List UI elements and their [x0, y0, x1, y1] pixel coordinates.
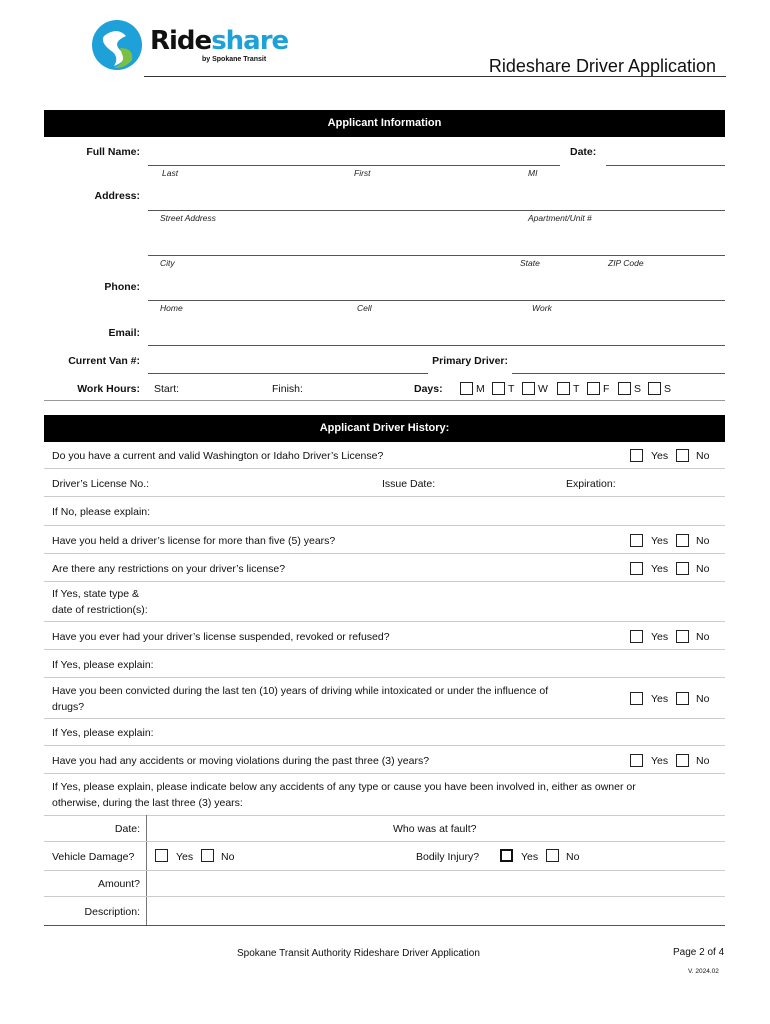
day-monday-label: M	[476, 383, 485, 395]
logo-subtitle: by Spokane Transit	[202, 56, 267, 63]
date-label: Date:	[570, 146, 597, 158]
day-thursday-checkbox[interactable]	[557, 382, 570, 395]
q6-no-checkbox[interactable]	[676, 754, 689, 767]
finish-label: Finish:	[272, 383, 303, 395]
q2-no-checkbox[interactable]	[676, 534, 689, 547]
row-divider	[44, 870, 725, 871]
vehicle-damage-no-checkbox[interactable]	[201, 849, 214, 862]
q3-yes-label: Yes	[651, 563, 669, 575]
street-address-input[interactable]	[148, 210, 725, 211]
day-thursday-label: T	[573, 383, 580, 395]
day-friday-checkbox[interactable]	[587, 382, 600, 395]
day-saturday-label: S	[634, 383, 642, 395]
day-wednesday-checkbox[interactable]	[522, 382, 535, 395]
day-friday-label: F	[603, 383, 610, 395]
q6-accidents: Have you had any accidents or moving violations during the past three (3) years?	[52, 755, 430, 767]
logo-word-share: share	[211, 26, 289, 56]
q4-yes-checkbox[interactable]	[630, 630, 643, 643]
address-label: Address:	[94, 190, 140, 202]
current-van-input[interactable]	[148, 373, 428, 374]
expiration-label: Expiration:	[566, 478, 616, 490]
day-monday-checkbox[interactable]	[460, 382, 473, 395]
row-divider	[44, 468, 725, 469]
accidents-instructions-line1: If Yes, please explain, please indicate below any accidents of any type or cause you have been involved in, either as owner or	[52, 781, 636, 793]
license-number-label: Driver’s License No.:	[52, 478, 150, 490]
bodily-injury-yes-label: Yes	[521, 851, 539, 863]
row-divider	[44, 718, 725, 719]
q4-suspended: Have you ever had your driver’s license suspended, revoked or refused?	[52, 631, 390, 643]
vehicle-damage-label: Vehicle Damage?	[52, 851, 135, 863]
footer-version: V. 2024.02	[688, 968, 719, 975]
day-wednesday-label: W	[538, 383, 548, 395]
document-title: Rideshare Driver Application	[488, 56, 716, 76]
start-label: Start:	[154, 383, 180, 395]
row-divider	[44, 745, 725, 746]
cell-caption: Cell	[357, 303, 372, 313]
work-hours-label: Work Hours:	[77, 383, 140, 395]
q2-no-label: No	[696, 535, 710, 547]
q5-if-yes-explain: If Yes, please explain:	[52, 727, 154, 739]
phone-input[interactable]	[148, 300, 725, 301]
q4-if-yes-explain: If Yes, please explain:	[52, 659, 154, 671]
date-input[interactable]	[606, 165, 725, 166]
primary-driver-input[interactable]	[512, 373, 725, 374]
q4-no-checkbox[interactable]	[676, 630, 689, 643]
row-divider	[44, 581, 725, 582]
row-divider	[44, 496, 725, 497]
title-rule	[144, 76, 726, 77]
footer-page-number: Page 2 of 4	[673, 947, 725, 958]
current-van-label: Current Van #:	[68, 355, 140, 367]
vehicle-damage-yes-checkbox[interactable]	[155, 849, 168, 862]
q3-no-label: No	[696, 563, 710, 575]
mi-caption: MI	[528, 168, 538, 178]
q4-no-label: No	[696, 631, 710, 643]
q2-yes-checkbox[interactable]	[630, 534, 643, 547]
section1-bottom-rule	[44, 400, 725, 401]
issue-date-label: Issue Date:	[382, 478, 436, 490]
q3-followup-line2: date of restriction(s):	[52, 604, 148, 616]
primary-driver-label: Primary Driver:	[432, 355, 508, 367]
row-divider	[44, 677, 725, 678]
q1-no-checkbox[interactable]	[676, 449, 689, 462]
day-sunday-checkbox[interactable]	[648, 382, 661, 395]
phone-label: Phone:	[104, 281, 140, 293]
q5-yes-label: Yes	[651, 693, 669, 705]
q3-followup-line1: If Yes, state type &	[52, 588, 139, 600]
q4-yes-label: Yes	[651, 631, 669, 643]
q5-yes-checkbox[interactable]	[630, 692, 643, 705]
day-tuesday-label: T	[508, 383, 515, 395]
if-no-explain-label: If No, please explain:	[52, 506, 151, 518]
state-caption: State	[520, 258, 540, 268]
q2-license-five-years: Have you held a driver’s license for more than five (5) years?	[52, 535, 336, 547]
city-state-zip-input[interactable]	[148, 255, 725, 256]
applicant-information-header: Applicant Information	[44, 110, 725, 137]
q5-no-label: No	[696, 693, 710, 705]
apartment-caption: Apartment/Unit #	[528, 213, 592, 223]
vehicle-damage-yes-label: Yes	[176, 851, 194, 863]
email-input[interactable]	[148, 345, 725, 346]
row-divider	[44, 773, 725, 774]
first-caption: First	[354, 168, 371, 178]
description-label: Description:	[84, 906, 140, 918]
q6-no-label: No	[696, 755, 710, 767]
row-divider	[44, 896, 725, 897]
bodily-injury-no-label: No	[566, 851, 580, 863]
bodily-injury-yes-checkbox[interactable]	[500, 849, 513, 862]
street-address-caption: Street Address	[160, 213, 216, 223]
row-divider	[44, 621, 725, 622]
full-name-input[interactable]	[148, 165, 560, 166]
q2-yes-label: Yes	[651, 535, 669, 547]
row-divider	[44, 841, 725, 842]
accidents-instructions-line2: otherwise, during the last three (3) years:	[52, 797, 243, 809]
day-tuesday-checkbox[interactable]	[492, 382, 505, 395]
days-label: Days:	[414, 383, 443, 395]
section2-bottom-rule	[44, 925, 725, 926]
q3-yes-checkbox[interactable]	[630, 562, 643, 575]
full-name-label: Full Name:	[86, 146, 140, 158]
footer-title: Spokane Transit Authority Rideshare Driver Application	[237, 948, 480, 959]
amount-label: Amount?	[97, 878, 140, 890]
rideshare-logo	[90, 18, 289, 74]
q1-yes-checkbox[interactable]	[630, 449, 643, 462]
q3-restrictions: Are there any restrictions on your driver’s license?	[52, 563, 286, 575]
accident-date-label: Date:	[114, 823, 140, 835]
bodily-injury-label: Bodily Injury?	[416, 851, 480, 863]
vehicle-damage-no-label: No	[221, 851, 235, 863]
logo-word-ride: Ride	[150, 26, 212, 56]
q5-convicted-line1: Have you been convicted during the last ten (10) years of driving while intoxicated or under the influence of	[52, 685, 549, 697]
work-caption: Work	[532, 303, 552, 313]
zip-caption: ZIP Code	[608, 258, 644, 268]
q3-no-checkbox[interactable]	[676, 562, 689, 575]
bodily-injury-no-checkbox[interactable]	[546, 849, 559, 862]
logo-emblem-icon	[90, 18, 144, 72]
row-divider	[44, 649, 725, 650]
email-label: Email:	[108, 327, 140, 339]
q5-convicted-line2: drugs?	[52, 701, 85, 713]
driver-history-header: Applicant Driver History:	[44, 415, 725, 442]
q5-no-checkbox[interactable]	[676, 692, 689, 705]
q1-no-label: No	[696, 450, 710, 462]
q6-yes-checkbox[interactable]	[630, 754, 643, 767]
row-divider	[44, 553, 725, 554]
q1-yes-label: Yes	[651, 450, 669, 462]
who-at-fault-label: Who was at fault?	[393, 823, 477, 835]
last-caption: Last	[162, 168, 179, 178]
row-divider	[44, 525, 725, 526]
city-caption: City	[160, 258, 175, 268]
day-saturday-checkbox[interactable]	[618, 382, 631, 395]
q1-valid-license: Do you have a current and valid Washington or Idaho Driver’s License?	[52, 450, 384, 462]
day-sunday-label: S	[664, 383, 672, 395]
home-caption: Home	[160, 303, 183, 313]
q6-yes-label: Yes	[651, 755, 669, 767]
